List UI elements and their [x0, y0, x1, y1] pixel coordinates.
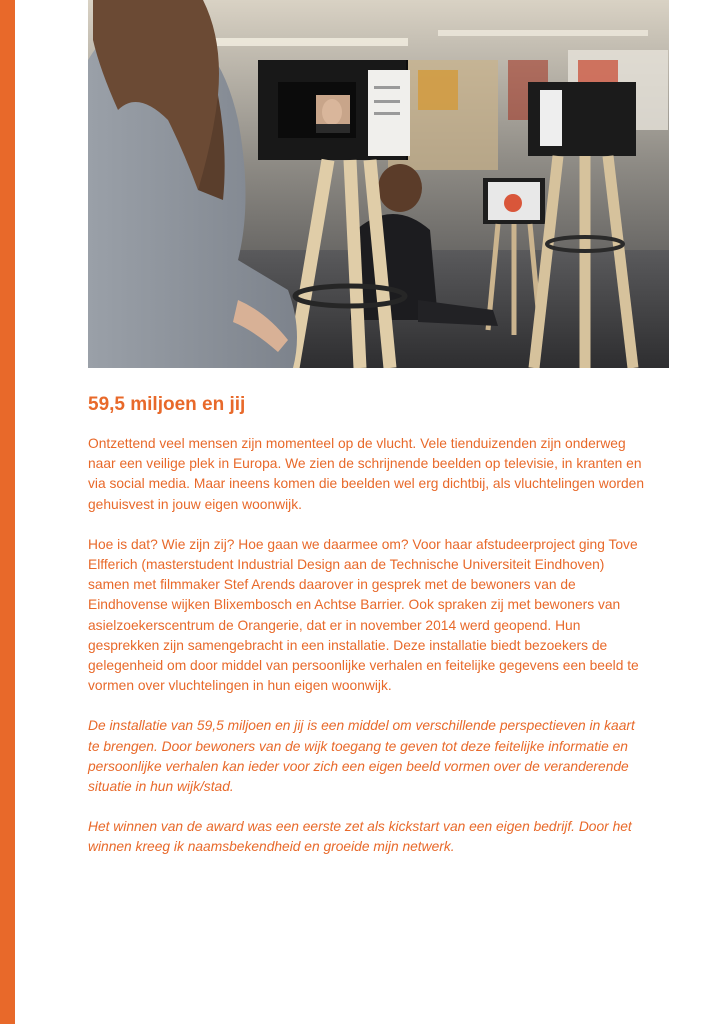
article-paragraph-quote: De installatie van 59,5 miljoen en jij is een middel om verschillende perspectieven in kaart te brengen. Door bewoners van de wijk toegang te geven tot deze feitelijke informatie en persoonlijke verhalen kan ieder voor zich een eigen beeld vormen over de veranderende situatie in hun wijk/stad.: [88, 718, 635, 795]
article-paragraph-project: Hoe is dat? Wie zijn zij? Hoe gaan we daarmee om? Voor haar afstudeerproject ging Tove Elfferich (masterstudent Industrial Design aan de Technische Universiteit Eindhoven) samen met filmmaker Stef Arends daarover in gesprek met de bewoners van de Eindhovense wijken Blixembosch en Achtse Barrier. Ook spraken zij met bewoners van asielzoekerscentrum de Orangerie, dat er in november 2014 werd geopend. Hun gesprekken zijn samengebracht in een installatie. Deze installatie biedt bezoekers de gelegenheid om door middel van persoonlijke verhalen en feitelijke gegevens een beeld te vormen over vluchtelingen in hun eigen woonwijk.: [88, 536, 639, 694]
article-paragraph-intro: Ontzettend veel mensen zijn momenteel op de vlucht. Vele tienduizenden zijn onderweg naar een veilige plek in Europa. We zien de schrijnende beelden op televisie, in kranten en via social media. Maar ineens komen die beelden wel erg dichtbij, als vluchtelingen worden gehuisvest in jouw eigen woonwijk.: [88, 436, 645, 512]
exhibition-photo: [88, 0, 669, 368]
article-title: 59,5 miljoen en jij: [88, 394, 246, 415]
accent-side-bar: [0, 0, 15, 1024]
exhibition-photo-illustration: [88, 0, 669, 368]
article: [88, 392, 648, 878]
article-paragraph-award: Het winnen van de award was een eerste zet als kickstart van een eigen bedrijf. Door het winnen kreeg ik naamsbekendheid en groeide mijn netwerk.: [88, 819, 632, 855]
